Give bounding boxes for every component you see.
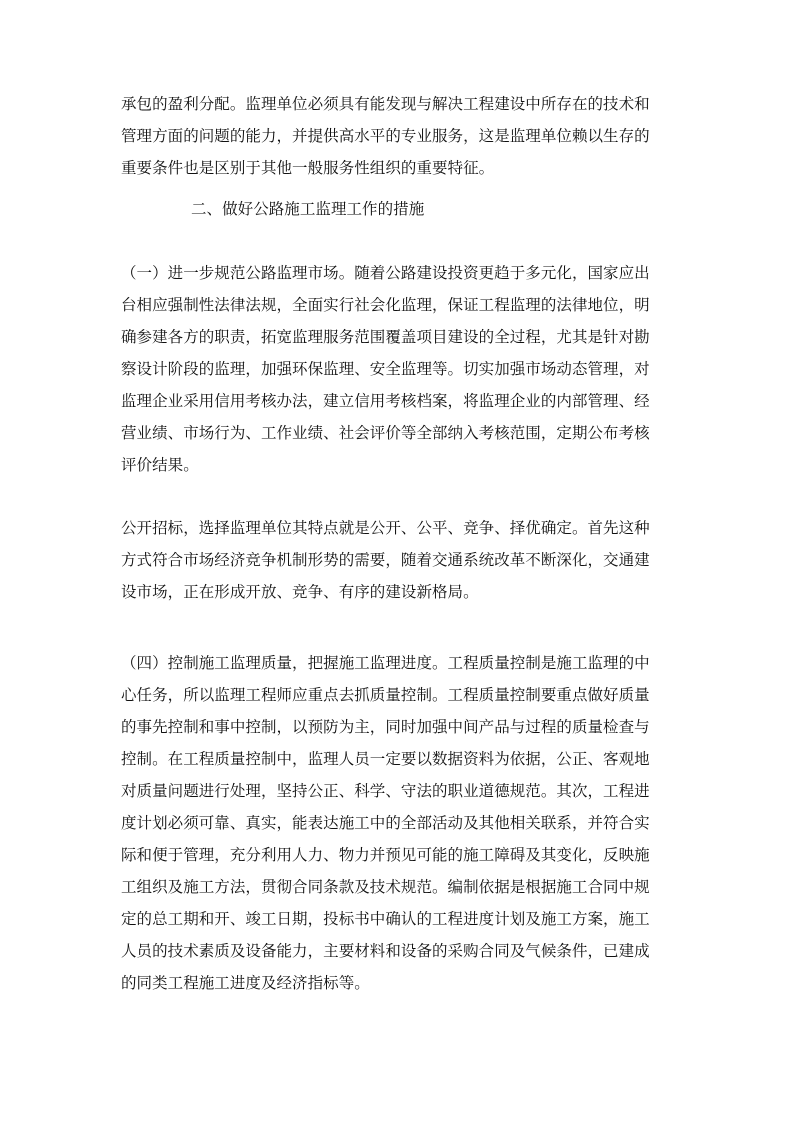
paragraph-3-line-1: 公开招标，选择监理单位其特点就是公开、公平、竞争、择优确定。首先这种 xyxy=(121,519,650,537)
paragraph-4-line-8: 工组织及施工方法，贯彻合同条款及技术规范。编制依据是根据施工合同中规 xyxy=(121,878,650,896)
paragraph-1-line-2: 管理方面的问题的能力，并提供高水平的专业服务，这是监理单位赖以生存的 xyxy=(121,127,650,145)
paragraph-3-line-2: 方式符合市场经济竞争机制形势的需要，随着交通系统改革不断深化，交通建 xyxy=(121,551,650,569)
paragraph-4-line-1: （四）控制施工监理质量，把握施工监理进度。工程质量控制是施工监理的中 xyxy=(121,654,650,672)
section-heading: 二、做好公路施工监理工作的措施 xyxy=(191,200,425,218)
paragraph-4-line-11: 的同类工程施工进度及经济指标等。 xyxy=(121,974,370,992)
paragraph-2-line-6: 营业绩、市场行为、工作业绩、社会评价等全部纳入考核范围，定期公布考核 xyxy=(121,424,650,442)
paragraph-2-line-4: 察设计阶段的监理，加强环保监理、安全监理等。切实加强市场动态管理，对 xyxy=(121,360,650,378)
paragraph-3-line-3: 设市场，正在形成开放、竞争、有序的建设新格局。 xyxy=(121,583,479,601)
paragraph-4-line-2: 心任务，所以监理工程师应重点去抓质量控制。工程质量控制要重点做好质量 xyxy=(121,686,650,704)
paragraph-2-line-3: 确参建各方的职责，拓宽监理服务范围覆盖项目建设的全过程，尤其是针对勘 xyxy=(121,328,650,346)
paragraph-4-line-7: 际和便于管理，充分利用人力、物力并预见可能的施工障碍及其变化，反映施 xyxy=(121,846,650,864)
paragraph-4-line-9: 定的总工期和开、竣工日期，投标书中确认的工程进度计划及施工方案，施工 xyxy=(121,910,650,928)
paragraph-4-line-10: 人员的技术素质及设备能力，主要材料和设备的采购合同及气候条件，已建成 xyxy=(121,942,650,960)
paragraph-4-line-5: 对质量问题进行处理，坚持公正、科学、守法的职业道德规范。其次，工程进 xyxy=(121,782,650,800)
paragraph-4-line-3: 的事先控制和事中控制，以预防为主，同时加强中间产品与过程的质量检查与 xyxy=(121,718,650,736)
paragraph-2-line-5: 监理企业采用信用考核办法，建立信用考核档案，将监理企业的内部管理、经 xyxy=(121,392,650,410)
paragraph-2-line-7: 评价结果。 xyxy=(121,456,199,474)
paragraph-2-line-2: 台相应强制性法律法规，全面实行社会化监理，保证工程监理的法律地位，明 xyxy=(121,296,650,314)
paragraph-4-line-4: 控制。在工程质量控制中，监理人员一定要以数据资料为依据，公正、客观地 xyxy=(121,750,650,768)
paragraph-4-line-6: 度计划必须可靠、真实，能表达施工中的全部活动及其他相关联系，并符合实 xyxy=(121,814,650,832)
paragraph-1-line-1: 承包的盈利分配。监理单位必须具有能发现与解决工程建设中所存在的技术和 xyxy=(121,95,650,113)
paragraph-2-line-1: （一）进一步规范公路监理市场。随着公路建设投资更趋于多元化，国家应出 xyxy=(121,264,650,282)
paragraph-1-line-3: 重要条件也是区别于其他一般服务性组织的重要特征。 xyxy=(121,159,495,177)
